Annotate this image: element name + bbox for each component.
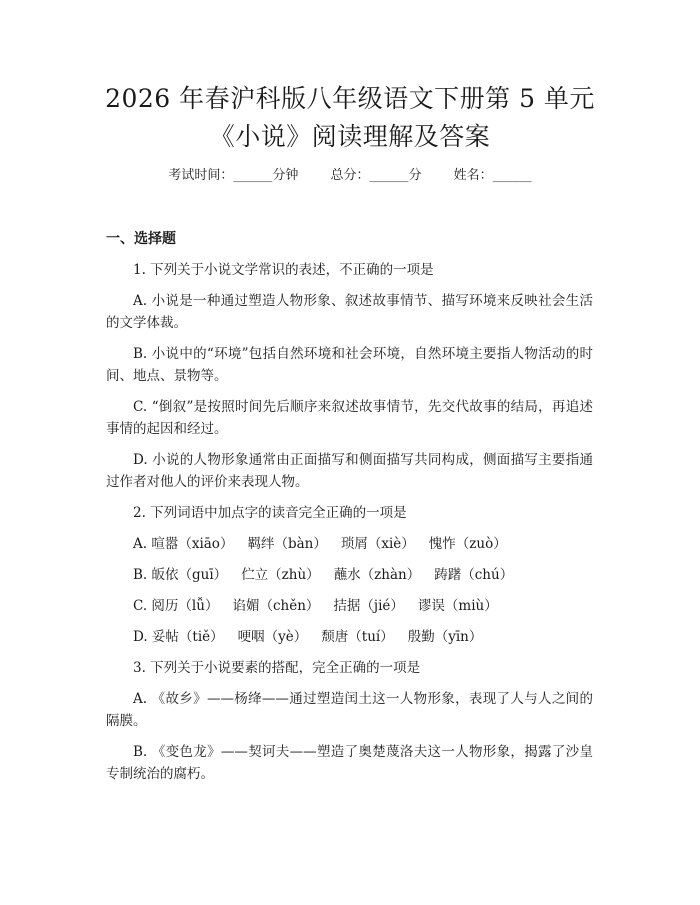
page-title-line-1: 2026 年春沪科版八年级语文下册第 5 单元: [105, 84, 595, 113]
option-word: 拮据（jié）: [333, 598, 404, 614]
option-word: A. 喧嚣（xiāo）: [133, 536, 234, 552]
question-2-option-c: [106, 595, 593, 617]
option-word: D. 妥帖（tiě）: [133, 629, 224, 645]
exam-info: [0, 167, 700, 185]
question-1-option-a: A. 小说是一种通过塑造人物形象、叙述故事情节、描写环境来反映社会生活的文学体裁。: [106, 293, 593, 331]
question-1-option-b: B. 小说中的“环境”包括自然环境和社会环境，自然环境主要指人物活动的时间、地点、景物等。: [106, 346, 593, 384]
student-name-field: 姓名：______: [453, 168, 532, 183]
option-word: 哽咽（yè）: [237, 629, 308, 645]
question-2-option-b: [106, 564, 593, 586]
question-2-option-a: [106, 533, 593, 555]
question-1-option-c: C. “倒叙”是按照时间先后顺序来叙述故事情节，先交代故事的结局，再追述事情的起因和经过。: [106, 399, 593, 437]
option-word: 愧怍（zuò）: [428, 536, 507, 552]
question-2-option-d: [106, 626, 593, 648]
section-heading: 一、选择题: [106, 231, 176, 247]
option-word: 颓唐（tuí）: [321, 629, 394, 645]
option-word: 谄媚（chěn）: [232, 598, 320, 614]
question-list: [106, 259, 593, 794]
total-score-field: 总分：______分: [330, 168, 422, 183]
question-3-stem: 3. 下列关于小说要素的搭配，完全正确的一项是: [133, 660, 421, 676]
option-word: 蘸水（zhàn）: [333, 567, 421, 583]
question-1-option-d: D. 小说的人物形象通常由正面描写和侧面描写共同构成，侧面描写主要指通过作者对他人的评价来表现人物。: [106, 452, 593, 490]
option-word: 踌躇（chú）: [434, 567, 514, 583]
option-word: 琐屑（xiè）: [340, 536, 415, 552]
option-word: C. 阅历（lǚ）: [133, 598, 219, 614]
option-word: 羁绊（bàn）: [247, 536, 327, 552]
question-3-option-a: A. 《故乡》——杨绛——通过塑造闰土这一人物形象，表现了人与人之间的隔膜。: [106, 691, 593, 729]
question-3-option-b: B. 《变色龙》——契诃夫——塑造了奥楚蔑洛夫这一人物形象，揭露了沙皇专制统治的腐朽。: [106, 744, 593, 782]
exam-time-field: 考试时间：______分钟: [168, 168, 299, 183]
option-word: 伫立（zhù）: [241, 567, 320, 583]
option-word: 谬误（miù）: [417, 598, 498, 614]
question-2-stem: 2. 下列词语中加点字的读音完全正确的一项是: [133, 505, 407, 521]
question-1-stem: 1. 下列关于小说文学常识的表述，不正确的一项是: [133, 262, 434, 278]
page-title-line-2: 《小说》阅读理解及答案: [209, 122, 491, 151]
option-word: 殷勤（yīn）: [407, 629, 483, 645]
option-word: B. 皈依（guī）: [133, 567, 228, 583]
